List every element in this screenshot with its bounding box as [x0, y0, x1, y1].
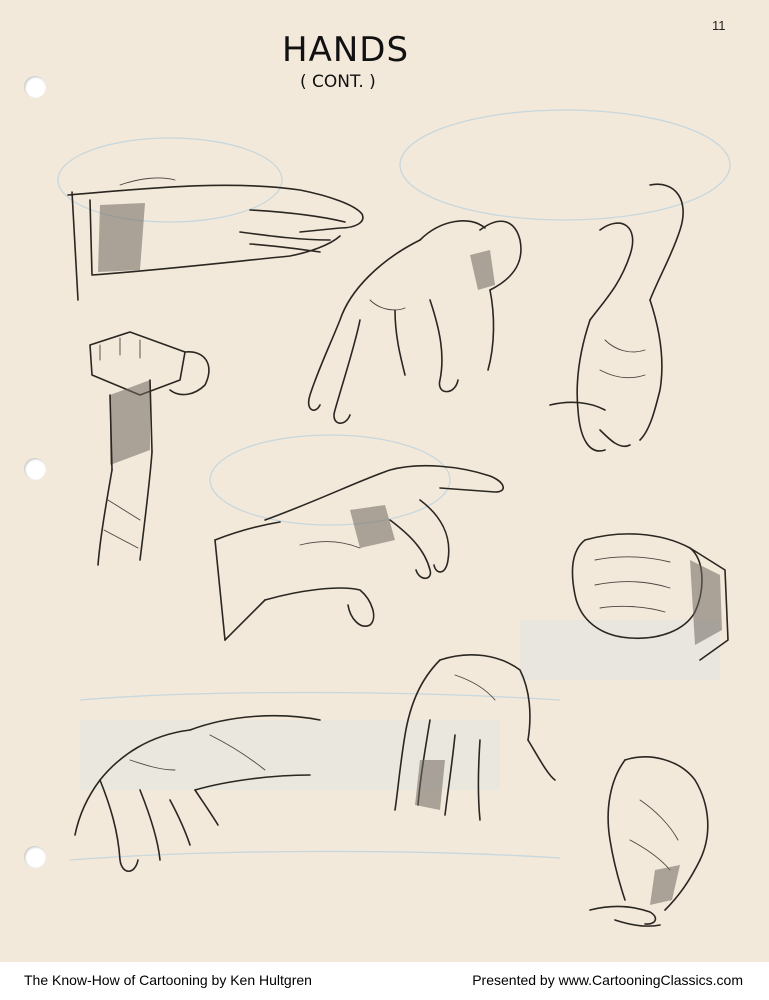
ghost-balloon-left: [58, 138, 282, 222]
hand-with-cuff-sketch: [90, 332, 209, 565]
ghost-balloon-mid: [210, 435, 450, 525]
page-number: 11: [712, 18, 726, 33]
ghost-line: [70, 851, 560, 860]
footer-presented-by: Presented by www.CartooningClassics.com: [472, 972, 743, 988]
ghost-balloon-right: [400, 110, 730, 220]
ghost-block: [520, 620, 720, 680]
flat-hand-pointing-sketch: [68, 178, 363, 300]
bleed-through: [58, 110, 730, 860]
footer: [0, 962, 769, 1000]
ghost-line: [80, 693, 560, 701]
pointing-hand-sketch: [215, 466, 503, 640]
footer-credit: The Know-How of Cartooning by Ken Hultgren: [24, 972, 312, 988]
page-subtitle: ( CONT. ): [300, 72, 376, 92]
hand-open-palm-sketch: [550, 184, 683, 451]
reaching-hand-sketch: [309, 221, 521, 423]
page-title: HANDS: [282, 30, 410, 70]
palm-hand-sketch: [590, 757, 708, 926]
